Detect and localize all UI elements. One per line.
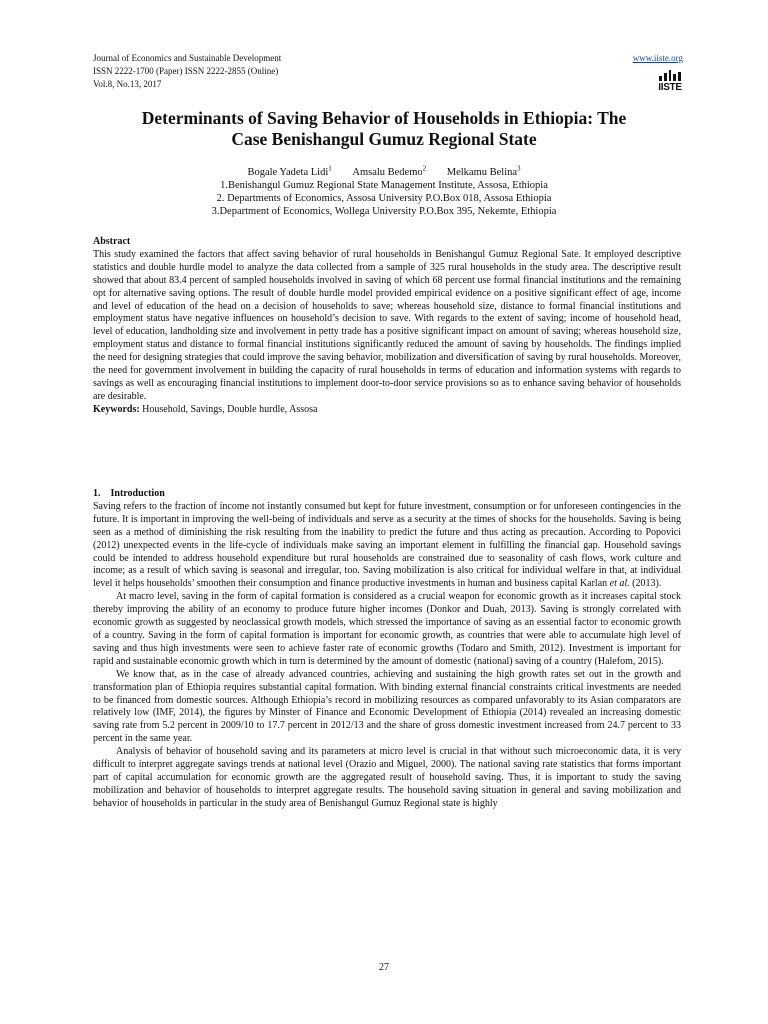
logo-bars bbox=[659, 69, 681, 81]
affiliation-3: 3.Department of Economics, Wollega University P.O.Box 395, Nekemte, Ethiopia bbox=[211, 205, 557, 217]
introduction-heading: 1. Introduction bbox=[93, 488, 165, 499]
journal-info bbox=[93, 52, 281, 91]
author-1: Bogale Yadeta Lidi$^1$ bbox=[247, 164, 332, 178]
keywords-label: Keywords: bbox=[93, 403, 140, 415]
publisher-link[interactable]: www.iiste.org bbox=[632, 53, 683, 63]
author-2: Amsalu Bedemo$^2$ bbox=[352, 164, 427, 178]
introduction-section bbox=[93, 488, 681, 811]
intro-paragraph-4: Analysis of behavior of household saving and its parameters at micro level is crucial in that without such microeconomic data, it is very difficult to interpret aggregate savings trends at national level (Orazio and Miguel, 2000). The national saving rate statistics that forms important part of capital accumulation for economic growth are the aggregated result of household saving. Thus, it is important to study the saving mobilization and behavior of households to interpret aggregate results. The household saving situation in general and saving mobilization and behavior of households in particular in the study area of Benishangul Gumuz Regional state is highly bbox=[93, 746, 681, 809]
affiliation-1: 1.Benishangul Gumuz Regional State Management Institute, Assosa, Ethiopia bbox=[220, 179, 548, 191]
author-3: Melkamu Belina$^3$ bbox=[446, 164, 521, 178]
journal-header bbox=[93, 52, 683, 97]
intro-paragraph-1: Saving refers to the fraction of income not instantly consumed but kept for future investment, consumption or for unforeseen contingencies in the future. It is important in improving the well-being of individuals and serve as a security at the times of shocks for the households. Saving is being seen as a method of diminishing the risk resulting from the inability to predict the future and thus acting as precaution. According to Popovici (2012) unexpected events in the life-cycle of individuals make saving an important element in fulfilling the financial gap. Household savings could be intended to address household expenditure but rural households are constrained due to seasonality of cash flows, work culture and income; as a result of which saving is seasonal and irregular, too. Saving mobilization is also critical for individual welfare in that, at individual level it helps households’ smoothen their consumption and finance productive investments in human and business capital Karlan et al. (2013). bbox=[93, 500, 681, 590]
journal-volume: Vol.8, No.13, 2017 bbox=[93, 79, 162, 89]
paper-title bbox=[80, 108, 688, 150]
abstract-section bbox=[93, 236, 681, 417]
intro-paragraph-2: At macro level, saving in the form of capital formation is considered as a crucial weapon for economic growth as it increases capital stock thereby improving the ability of an economy to produce future higher incomes (Donkor and Duah, 2013). Saving is strongly correlated with economic growth as suggested by neoclassical growth models, which stressed the importance of saving as an essential factor to economic growth of a country. Saving in the form of capital formation is important for economic growth, as countries that were able to accumulate high level of saving and thus high investments were seen to achieve faster rate of economic growths (Todaro and Smith, 2012). Investment is important for rapid and sustainable economic growth which in turn is determined by the amount of domestic (national) saving of a country (Halefom, 2015). bbox=[93, 591, 681, 667]
iiste-logo-icon bbox=[657, 69, 683, 93]
abstract-heading: Abstract bbox=[93, 236, 131, 247]
affiliation-2: 2. Departments of Economics, Assosa University P.O.Box 018, Assosa Ethiopia bbox=[216, 192, 552, 204]
author-names bbox=[80, 162, 688, 179]
page-number: 27 bbox=[379, 962, 389, 973]
publisher-block bbox=[633, 52, 683, 98]
abstract-text: This study examined the factors that affect saving behavior of rural households in Benishangul Gumuz Regional Sate. It employed descriptive statistics and double hurdle model to analyze the data collected from a sample of 325 rural households in the study area. The descriptive result showed that about 83.4 percent of sampled households involved in saving of which 68 percent use formal financial institutions and the remaining opt for alternative saving options. The result of double hurdle model provided empirical evidence on a positive significant effect of age, income and level of education of the head on a decision of households to save; whereas household size, distance to formal financial institutions and employment status have negative influences on household’s decision to save. With regards to the extent of saving; income of household head, level of education, landholding size and involvement in petty trade has a positive significant impact on amount of saving; whereas household size, employment status and distance to formal financial institutions significantly reduced the amount of saving by households. The findings implied the need for designing strategies that could improve the saving behavior, mobilization and diversification of saving by rural households. Moreover, the need for government involvement in building the capacity of rural households in terms of education and information systems with regards to savings as well as encouraging financial institutions to implement door-to-door service provisions so as to enhance saving behavior of households are desirable. bbox=[93, 248, 681, 402]
journal-issn: ISSN 2222-1700 (Paper) ISSN 2222-2855 (Online) bbox=[93, 66, 279, 76]
intro-paragraph-3: We know that, as in the case of already advanced countries, achieving and sustaining the high growth rates set out in the growth and transformation plan of Ethiopia requires substantial capital formation. With binding external financial constraints critical investments are needed to be financed from domestic sources. Although Ethiopia’s record in mobilizing resources as compared unfavorably to its Asian comparators are relatively low (IMF, 2014), the figures by Minster of Finance and Economic Development of Ethiopia (2014) revealed an increasing domestic saving rate from 5.2 percent in 2009/10 to 17.7 percent in 2012/13 and the share of gross domestic investment increased from 24.7 percent to 33 percent in the same year. bbox=[93, 668, 681, 745]
author-block bbox=[80, 162, 688, 218]
keywords-list: Household, Savings, Double hurdle, Assosa bbox=[139, 403, 318, 415]
logo-text: IISTE bbox=[658, 82, 682, 93]
journal-name: Journal of Economics and Sustainable Development bbox=[93, 53, 282, 63]
title-line-1: Determinants of Saving Behavior of Households in Ethiopia: The bbox=[141, 108, 627, 128]
keywords bbox=[93, 404, 681, 417]
title-line-2: Case Benishangul Gumuz Regional State bbox=[231, 129, 537, 149]
